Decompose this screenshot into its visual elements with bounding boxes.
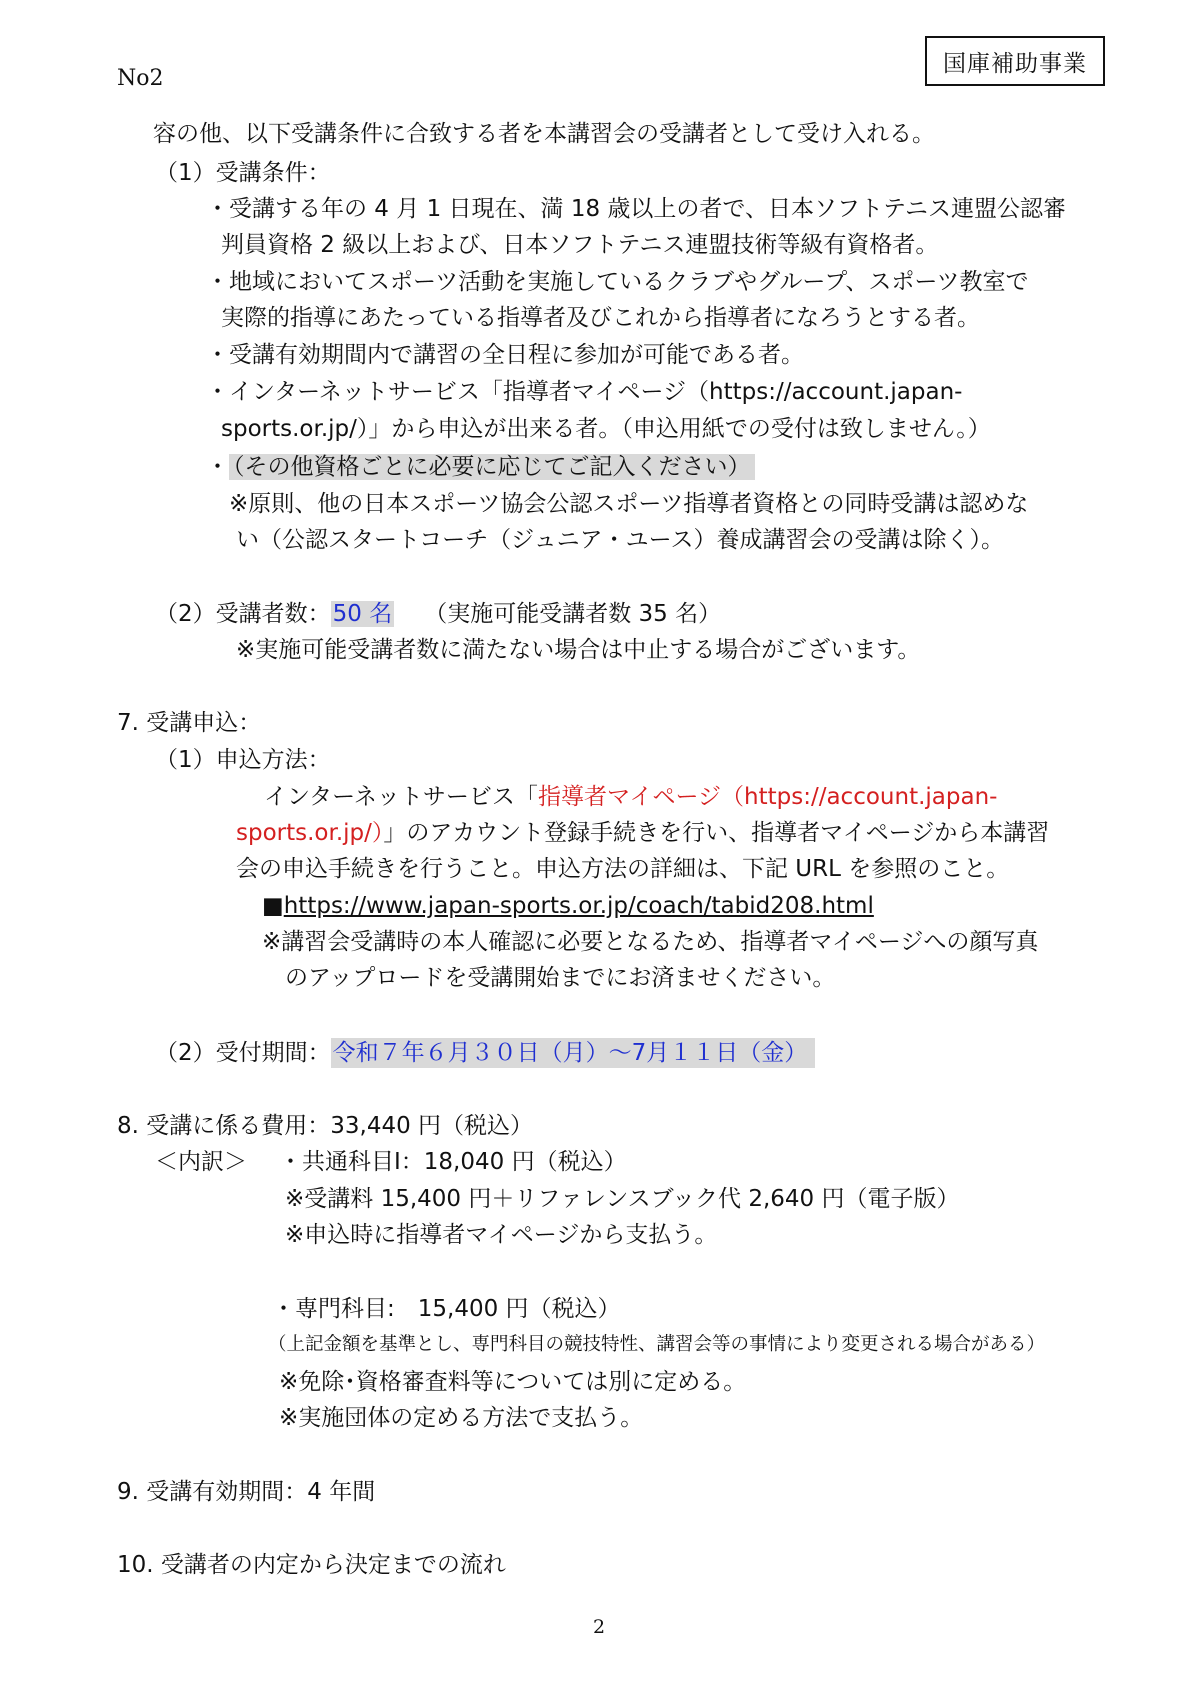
condition-4-line1: ・インターネットサービス「指導者マイページ（https://account.japan-: [206, 379, 963, 405]
applicant-count-value: 50 名: [332, 601, 393, 627]
applicant-count-note: ※実施可能受講者数に満たない場合は中止する場合がございます。: [236, 637, 921, 663]
conditions-title: （1）受講条件：: [155, 160, 331, 186]
common-subject-fee: ・共通科目Ⅰ：18,040 円（税込）: [279, 1149, 627, 1175]
page-number: 2: [593, 1616, 606, 1638]
application-url-link[interactable]: https://www.japan-sports.or.jp/coach/tabid208.html: [283, 893, 874, 919]
subsidy-badge: 国庫補助事業: [925, 36, 1105, 86]
photo-note-line1: ※講習会受講時の本人確認に必要となるため、指導者マイページへの顔写真: [262, 929, 1039, 955]
application-line3: 会の申込手続きを行うこと。申込方法の詳細は、下記 URL を参照のこと。: [236, 856, 1010, 882]
reception-period-value: 令和７年６月３０日（月）～7月１１日（金）: [331, 1038, 816, 1068]
condition-3: ・受講有効期間内で講習の全日程に参加が可能である者。: [206, 342, 804, 368]
special-fee-paren: （上記金額を基準とし、専門科目の競技特性、講習会等の事情により変更される場合がある）: [268, 1334, 1046, 1355]
condition-5: [206, 450, 755, 484]
condition-1-line1: ・受講する年の 4 月 1 日現在、満 18 歳以上の者で、日本ソフトテニス連盟公認審: [206, 196, 1067, 222]
page-id: No2: [117, 66, 164, 91]
breakdown-label: ＜内訳＞: [155, 1149, 247, 1175]
conditions-note-line2: い（公認スタートコーチ（ジュニア・ユース）養成講習会の受講は除く）。: [236, 527, 1004, 553]
applicant-possible: （実施可能受講者数 35 名）: [424, 601, 722, 627]
intro-text: 容の他、以下受講条件に合致する者を本講習会の受講者として受け入れる。: [153, 121, 935, 147]
application-method-title: （1）申込方法：: [155, 747, 331, 773]
section-9-title: 9. 受講有効期間：4 年間: [117, 1479, 376, 1505]
photo-note-line2: のアップロードを受講開始までにお済ませください。: [285, 965, 836, 991]
condition-5-bullet: ・: [206, 454, 229, 480]
special-fee-note1: ※免除･資格審査料等については別に定める。: [279, 1369, 747, 1395]
section-10-title: 10. 受講者の内定から決定までの流れ: [117, 1552, 506, 1578]
condition-4-line2: sports.or.jp/）」から申込が出来る者。（申込用紙での受付は致しません。）: [221, 416, 991, 442]
application-line1: [264, 780, 997, 814]
applicant-count: [155, 597, 721, 631]
common-fee-note1: ※受講料 15,400 円＋リファレンスブック代 2,640 円（電子版）: [285, 1186, 960, 1212]
conditions-note-line1: ※原則、他の日本スポーツ協会公認スポーツ指導者資格との同時受講は認めな: [229, 491, 1029, 517]
section-7-title: 7. 受講申込：: [117, 710, 262, 736]
mypage-link-text-2[interactable]: sports.or.jp/）: [236, 820, 384, 846]
condition-2-line1: ・地域においてスポーツ活動を実施しているクラブやグループ、スポーツ教室で: [206, 269, 1029, 295]
common-fee-note2: ※申込時に指導者マイページから支払う。: [285, 1222, 718, 1248]
reception-period-label: （2）受付期間：: [155, 1040, 331, 1066]
square-bullet-icon: ■: [262, 893, 284, 919]
application-url-row: [262, 889, 874, 923]
applicant-count-label: （2）受講者数：: [155, 601, 331, 627]
application-line2-text: 」のアカウント登録手続きを行い、指導者マイページから本講習: [383, 820, 1050, 846]
application-line2: [236, 816, 1049, 850]
special-fee-note2: ※実施団体の定める方法で支払う。: [279, 1405, 644, 1431]
condition-2-line2: 実際的指導にあたっている指導者及びこれから指導者になろうとする者。: [221, 305, 980, 331]
special-subject-fee: ・専門科目: 15,400 円（税込）: [272, 1296, 621, 1322]
condition-1-line2: 判員資格 2 級以上および、日本ソフトテニス連盟技術等級有資格者。: [221, 232, 939, 258]
section-8-title: 8. 受講に係る費用：33,440 円（税込）: [117, 1113, 534, 1139]
condition-5-placeholder: （その他資格ごとに必要に応じてご記入ください）: [229, 454, 755, 480]
mypage-link-text-1[interactable]: 指導者マイページ（https://account.japan-: [537, 784, 998, 810]
application-line1-text: インターネットサービス「: [264, 784, 538, 810]
reception-period: [155, 1036, 815, 1070]
